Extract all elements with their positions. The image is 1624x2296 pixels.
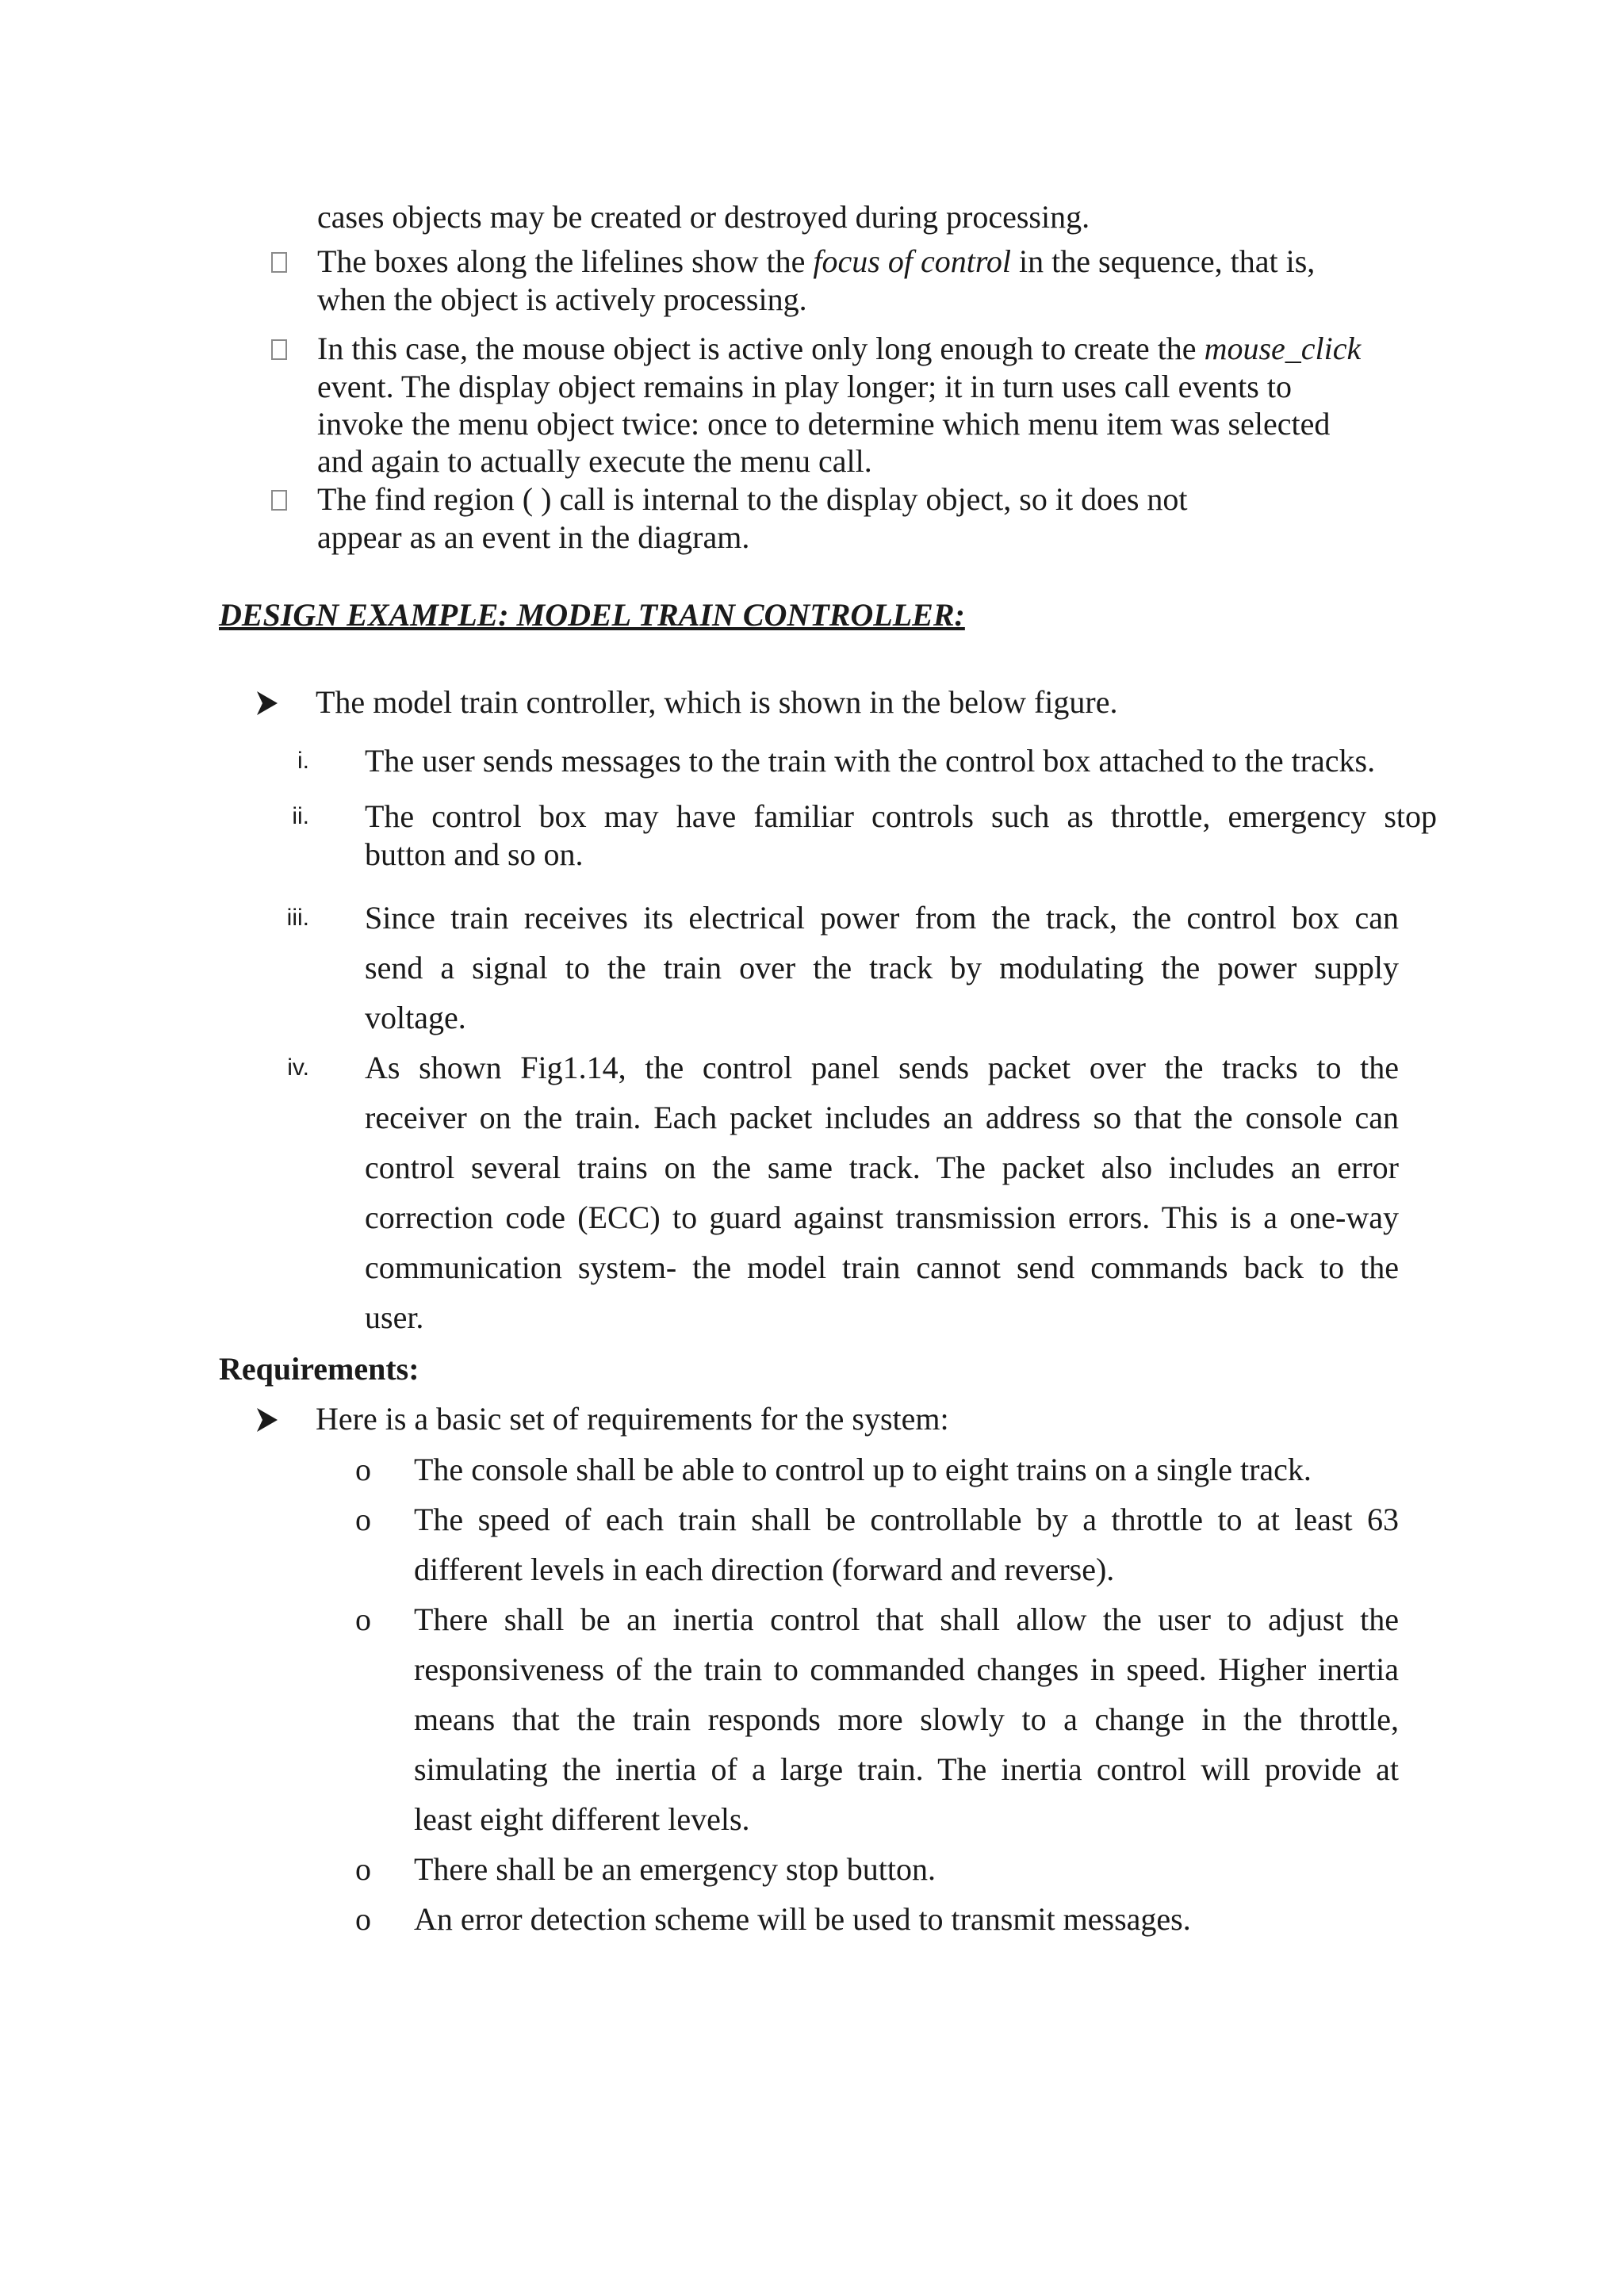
circle-bullet: o: [355, 1901, 371, 1937]
design-item-2-line-1: The control box may have familiar controls such as throttle, emergency stop: [365, 798, 1437, 834]
circle-bullet: o: [355, 1502, 371, 1537]
requirement-3-line-4: simulating the inertia of a large train. The inertia control will provide at: [414, 1751, 1399, 1787]
design-item-1-line-1: The user sends messages to the train with the control box attached to the tracks.: [365, 743, 1376, 779]
design-item-2-line-2: button and so on.: [365, 836, 584, 872]
requirement-2-line-2: different levels in each direction (forward and reverse).: [414, 1552, 1115, 1587]
intro-bullet-2-line-4: and again to actually execute the menu call.: [317, 443, 872, 479]
design-lead: The model train controller, which is shown in the below figure.: [316, 684, 1118, 720]
requirement-3-line-5: least eight different levels.: [414, 1801, 750, 1837]
intro-bullet-3-line-1: The find region ( ) call is internal to the display object, so it does not: [317, 481, 1188, 517]
requirement-3-line-3: means that the train responds more slowly to a change in the throttle,: [414, 1701, 1399, 1737]
design-item-3-line-2: send a signal to the train over the track by modulating the power supply: [365, 950, 1399, 985]
design-item-4-line-1: As shown Fig1.14, the control panel sends packet over the tracks to the: [365, 1050, 1399, 1085]
requirement-2-line-1: The speed of each train shall be controllable by a throttle to at least 63: [414, 1502, 1399, 1537]
design-item-4-line-2: receiver on the train. Each packet includes an address so that the console can: [365, 1100, 1399, 1135]
arrowhead-bullet-icon: [255, 690, 279, 717]
arrowhead-bullet-icon: [255, 1406, 279, 1433]
design-item-3-line-3: voltage.: [365, 1000, 466, 1035]
design-heading: DESIGN EXAMPLE: MODEL TRAIN CONTROLLER:: [219, 597, 965, 633]
requirement-5-line-1: An error detection scheme will be used to transmit messages.: [414, 1901, 1191, 1937]
intro-bullet-2-line-1: In this case, the mouse object is active only long enough to create the mouse_click: [317, 331, 1362, 366]
intro-bullet-1-line-1: The boxes along the lifelines show the focus of control in the sequence, that is,: [317, 243, 1316, 279]
requirement-3-line-2: responsiveness of the train to commanded changes in speed. Higher inertia: [414, 1651, 1399, 1687]
intro-bullet-2-line-2: event. The display object remains in play longer; it in turn uses call events to: [317, 369, 1292, 404]
circle-bullet: o: [355, 1601, 371, 1637]
requirement-3-line-1: There shall be an inertia control that shall allow the user to adjust the: [414, 1601, 1399, 1637]
circle-bullet: o: [355, 1452, 371, 1487]
intro-bullet-3-line-2: appear as an event in the diagram.: [317, 519, 750, 555]
list-numeral: iii.: [286, 905, 309, 931]
missing-glyph-bullet-icon: [271, 339, 287, 360]
intro-continuation: cases objects may be created or destroyed during processing.: [317, 199, 1090, 235]
intro-bullet-2-line-3: invoke the menu object twice: once to determine which menu item was selected: [317, 406, 1331, 442]
list-numeral: i.: [297, 748, 309, 774]
list-numeral: ii.: [292, 803, 309, 829]
missing-glyph-bullet-icon: [271, 252, 287, 273]
intro-bullet-1-line-2: when the object is actively processing.: [317, 281, 807, 317]
design-item-4-line-3: control several trains on the same track. The packet also includes an error: [365, 1150, 1399, 1185]
requirements-lead: Here is a basic set of requirements for the system:: [316, 1401, 949, 1437]
circle-bullet: o: [355, 1851, 371, 1887]
missing-glyph-bullet-icon: [271, 490, 287, 511]
list-numeral: iv.: [287, 1054, 309, 1081]
design-item-4-line-5: communication system- the model train cannot send commands back to the: [365, 1249, 1399, 1285]
design-item-4-line-6: user.: [365, 1299, 424, 1335]
requirement-4-line-1: There shall be an emergency stop button.: [414, 1851, 936, 1887]
design-item-4-line-4: correction code (ECC) to guard against transmission errors. This is a one-way: [365, 1200, 1399, 1235]
requirement-1-line-1: The console shall be able to control up to eight trains on a single track.: [414, 1452, 1312, 1487]
requirements-heading: Requirements:: [219, 1351, 419, 1387]
design-item-3-line-1: Since train receives its electrical power from the track, the control box can: [365, 900, 1399, 936]
